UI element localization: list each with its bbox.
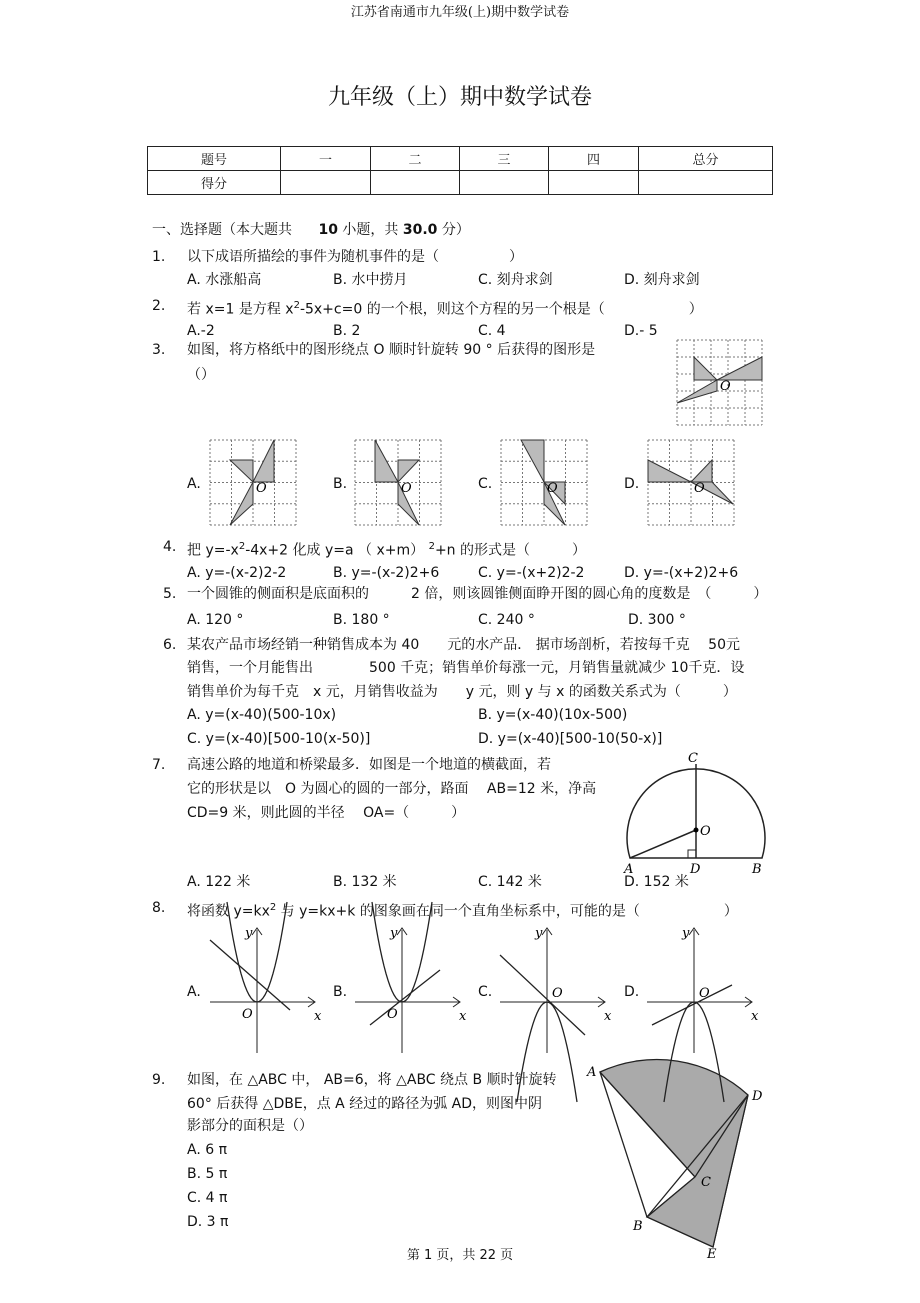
option: C. 142 米 <box>478 874 542 890</box>
score-table <box>147 146 773 195</box>
section-heading <box>152 221 470 239</box>
option: A. 120 ° <box>187 612 244 628</box>
option[interactable]: D. <box>624 984 640 1000</box>
question-number: 8. <box>152 900 166 916</box>
question-number: 9. <box>152 1072 166 1088</box>
option: D. y=-(x+2)2+6 <box>624 565 739 581</box>
question-text: CD=9 米，则此圆的半径 OA=（ ） <box>187 805 466 821</box>
question-text: 一个圆锥的侧面积是底面积的 2 倍，则该圆锥侧面睁开图的圆心角的度数是 （ ） <box>187 586 768 602</box>
shape <box>253 440 274 482</box>
label: y <box>245 926 253 941</box>
text: 一、选择题（本大题共 <box>152 222 292 238</box>
question-text: 如图，将方格纸中的图形绕点 O 顺时针旋转 90 ° 后获得的图形是 <box>187 342 596 358</box>
q8-option-graph-b <box>355 925 467 1053</box>
text: 2 <box>269 902 277 913</box>
score-cell[interactable] <box>549 171 639 195</box>
q3-option-figure-b <box>355 440 442 525</box>
label: C <box>688 751 698 766</box>
option[interactable]: A. <box>187 476 201 492</box>
option[interactable]: B. <box>333 476 348 492</box>
option[interactable]: B. <box>333 984 348 1000</box>
label: x <box>314 1009 322 1024</box>
text: 2 <box>428 541 435 552</box>
question-text <box>187 899 738 921</box>
label: O <box>694 481 705 496</box>
option: A. y=-(x-2)2-2 <box>187 565 287 581</box>
option: B. y=(x-40)(10x-500) <box>478 707 628 723</box>
option: C. 刻舟求剑 <box>478 272 553 288</box>
shape <box>230 460 253 482</box>
cell: 三 <box>460 147 549 171</box>
option: C. 4 <box>478 323 506 339</box>
line-graph <box>652 985 732 1025</box>
q3-option-figure-d <box>648 440 735 525</box>
option: B. y=-(x-2)2+6 <box>333 565 440 581</box>
label: x <box>459 1009 467 1024</box>
label: O <box>699 986 710 1001</box>
label: A <box>624 862 634 877</box>
shape <box>691 460 712 482</box>
option: D. 152 米 <box>624 874 689 890</box>
label: y <box>535 926 543 941</box>
page-footer: 第 1 页，共 22 页 <box>406 1248 514 1263</box>
text: 30.0 <box>402 222 438 238</box>
text: 分） <box>441 222 470 238</box>
question-text: 它的形状是以 O 为圆心的圆的一部分，路面 AB=12 米，净高 <box>187 781 597 797</box>
question-text: 销售，一个月能售出 500 千克；销售单价每涨一元，月销售量就减少 10千克．设 <box>187 660 745 676</box>
text: 10 <box>318 222 338 238</box>
line-graph <box>370 970 440 1025</box>
option: A. 122 米 <box>187 874 251 890</box>
line-graph <box>500 955 585 1035</box>
option: C. y=-(x+2)2-2 <box>478 565 585 581</box>
q8-option-graph-c <box>500 925 612 1053</box>
score-cell[interactable] <box>639 171 773 195</box>
q8-option-graph-a <box>210 925 322 1053</box>
label: A <box>587 1065 597 1080</box>
label: O <box>242 1007 253 1022</box>
cell: 二 <box>371 147 460 171</box>
label: O <box>552 986 563 1001</box>
text: 2 <box>293 300 300 311</box>
option: B. 132 米 <box>333 874 397 890</box>
question-number: 5. <box>163 586 177 602</box>
shape <box>521 440 544 482</box>
option: A. 水涨船高 <box>187 272 262 288</box>
text: 小题，共 <box>342 222 399 238</box>
label: D <box>752 1089 763 1104</box>
text: -5x+c=0 的一个根，则这个方程的另一个根是（ ） <box>299 301 703 318</box>
option: D. 3 π <box>187 1214 229 1230</box>
question-text: （） <box>187 367 215 383</box>
text: 若 x=1 是方程 x <box>187 301 294 318</box>
question-number: 6. <box>163 637 177 653</box>
option: C. 240 ° <box>478 612 535 628</box>
question-text <box>187 297 703 319</box>
q7-tunnel-figure <box>620 750 775 880</box>
question-number: 7. <box>152 757 166 773</box>
text: 把 y=-x <box>187 542 239 559</box>
q3-figure <box>677 340 762 425</box>
label: y <box>390 926 398 941</box>
shape <box>230 482 253 525</box>
label: y <box>682 926 690 941</box>
shape <box>375 440 398 482</box>
option: D. 刻舟求剑 <box>624 272 700 288</box>
option: B. 180 ° <box>333 612 390 628</box>
q3-option-figure-a <box>210 440 297 525</box>
label: D <box>690 862 701 877</box>
text: +n 的形式是（ ） <box>434 542 587 559</box>
option[interactable]: D. <box>624 476 640 492</box>
running-header: 江苏省南通市九年级(上)期中数学试卷 <box>350 5 570 20</box>
option: A. y=(x-40)(500-10x) <box>187 707 337 723</box>
label: O <box>387 1007 398 1022</box>
option: D. y=(x-40)[500-10(50-x)] <box>478 731 663 747</box>
shape <box>648 460 691 482</box>
cell: 四 <box>549 147 639 171</box>
question-number: 3. <box>152 342 166 358</box>
question-text: 某农产品市场经销一种销售成本为 40 元的水产品． 据市场剖析，若按每千克 50元 <box>187 637 740 653</box>
label: B <box>633 1219 643 1234</box>
question-text: 高速公路的地道和桥梁最多．如图是一个地道的横截面，若 <box>187 757 551 773</box>
text: 将函数 y=kx <box>187 903 270 920</box>
question-text: 60° 后获得 △DBE，点 A 经过的路径为弧 AD，则图中阴 <box>187 1096 542 1112</box>
label: O <box>256 481 267 496</box>
score-cell[interactable] <box>460 171 549 195</box>
shape <box>398 460 419 482</box>
question-number: 4. <box>163 539 177 555</box>
label: C <box>701 1175 711 1190</box>
cell: 题号 <box>148 147 281 171</box>
label: x <box>751 1009 759 1024</box>
label: O <box>401 481 412 496</box>
option: C. 4 π <box>187 1190 228 1206</box>
option[interactable]: C. <box>478 984 493 1000</box>
option: A.-2 <box>187 323 215 339</box>
label: x <box>604 1009 612 1024</box>
question-number: 2. <box>152 298 166 314</box>
question-text: 销售单价为每千克 x 元，月销售收益为 y 元，则 y 与 x 的函数关系式为（ ） <box>187 684 737 700</box>
option: B. 水中捞月 <box>333 272 408 288</box>
question-text <box>187 538 586 560</box>
option: C. y=(x-40)[500-10(x-50)] <box>187 731 371 747</box>
question-text: 影部分的面积是（） <box>187 1118 313 1134</box>
option: D.- 5 <box>624 323 658 339</box>
label: O <box>700 824 711 839</box>
label: B <box>752 862 762 877</box>
score-cell[interactable] <box>371 171 460 195</box>
cell: 得分 <box>148 171 281 195</box>
q9-rotation-figure <box>585 1062 775 1262</box>
text: 与 y=kx+k 的图象画在同一个直角坐标系中，可能的是（ ） <box>276 903 738 920</box>
question-text: 以下成语所描绘的事件为随机事件的是（ ） <box>187 249 523 265</box>
option: A. 6 π <box>187 1142 228 1158</box>
q3-option-figure-c <box>501 440 588 525</box>
score-cell[interactable] <box>281 171 371 195</box>
q8-option-graph-d <box>647 925 759 1053</box>
text: 2 <box>238 541 246 552</box>
cell: 总分 <box>639 147 773 171</box>
question-number: 1. <box>152 249 166 265</box>
label: O <box>547 481 558 496</box>
option: B. 5 π <box>187 1166 228 1182</box>
option: D. 300 ° <box>628 612 686 628</box>
option[interactable]: C. <box>478 476 493 492</box>
page-title: 九年级（上）期中数学试卷 <box>327 85 592 110</box>
text: -4x+2 化成 y=a （ x+m） <box>245 542 429 559</box>
question-text: 如图，在 △ABC 中， AB=6，将 △ABC 绕点 B 顺时针旋转 <box>187 1072 557 1088</box>
label: O <box>720 379 731 394</box>
option[interactable]: A. <box>187 984 201 1000</box>
cell: 一 <box>281 147 371 171</box>
option: B. 2 <box>333 323 361 339</box>
label: E <box>707 1247 717 1262</box>
